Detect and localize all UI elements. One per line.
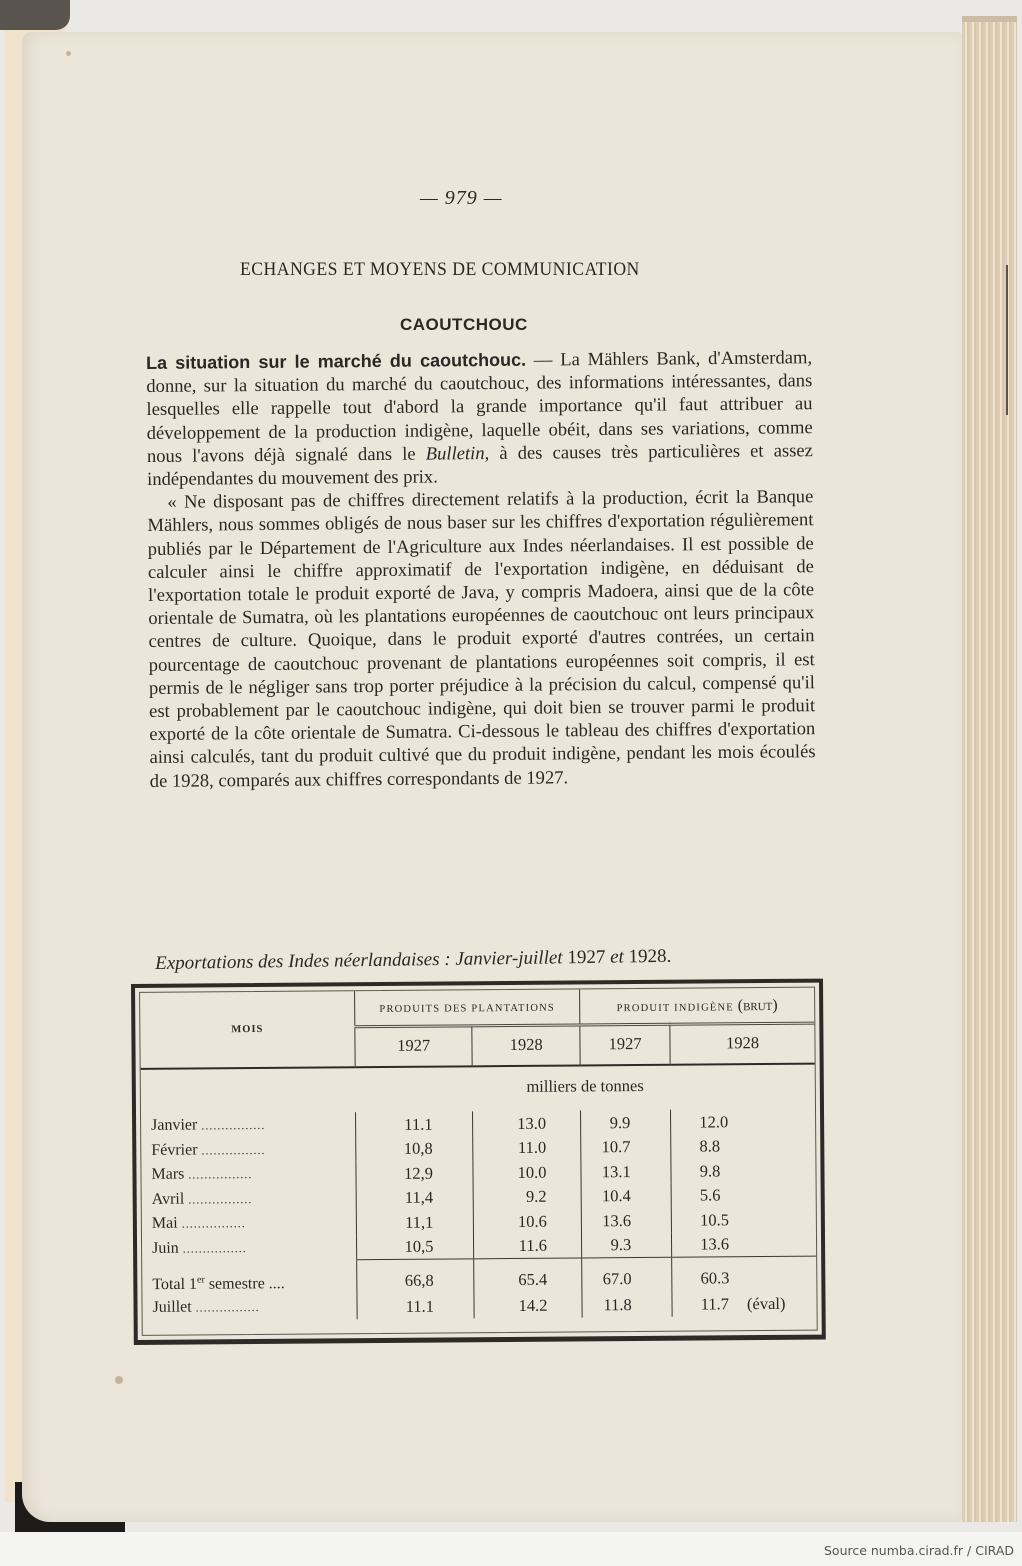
table-row: Février ..... 10,8 11.0 10.7 8.8 (141, 1133, 815, 1163)
page-edges (962, 16, 1017, 1522)
table-row: Juin ..... 10,5 11.6 9.3 13.6 (142, 1231, 816, 1261)
header-year: 1928 (670, 1023, 815, 1065)
paragraph-1: La situation sur le marché du caoutchouc. — La Mählers Bank, d'Amsterdam, donne, sur la situation du marché du caoutchouc, des informations intéressantes, dans lesquelles elle rappelle tout d'abord la grande importance qu'il faut attribuer au développement de la production indigène, laquelle obéit, dans ses variations, comme nous l'avons déjà signalé dans le Bulletin, à des causes très particulières et assez indépendantes du mouvement des prix. (146, 347, 813, 491)
unit-label: milliers de tonnes (526, 1075, 644, 1096)
table-row: Janvier ..... 11.1 13.0 9.9 12.0 (141, 1109, 815, 1139)
section-title: ECHANGES ET MOYENS DE COMMUNICATION (240, 259, 640, 280)
header-plantations: PRODUITS DES PLANTATIONS (355, 989, 580, 1026)
paper-stain (66, 51, 71, 56)
total-row: Total 1er semestre .... 66,8 65.4 67.0 60.3 (142, 1256, 816, 1296)
page-number: — 979 — (420, 187, 503, 209)
table-row: Avril ..... 11,4 9.2 10.4 5.6 (142, 1182, 816, 1212)
edge-mark (1006, 265, 1008, 415)
exports-table (140, 988, 817, 1321)
binding-top (0, 0, 70, 30)
bulletin-ref: Bulletin (425, 442, 485, 465)
header-year: 1927 (355, 1026, 473, 1067)
exports-table-frame (131, 979, 826, 1345)
estimate-note: (éval) (746, 1293, 786, 1313)
source-credit: Source numba.cirad.fr / CIRAD (823, 1543, 1014, 1558)
table-row: Mars ..... 12,9 10.0 13.1 9.8 (141, 1158, 815, 1188)
header-year: 1928 (472, 1025, 580, 1066)
header-year: 1927 (580, 1024, 671, 1065)
table-row: Mai ..... 11,1 10.6 13.6 10.5 (142, 1207, 816, 1237)
article-body (146, 346, 816, 793)
table-caption: Exportations des Indes néerlandaises : Janvier-juillet 1927 et 1928. (155, 945, 672, 974)
july-row: Juillet ..... 11.1 14.2 11.8 11.7 (éval) (142, 1291, 816, 1321)
rubric-heading: CAOUTCHOUC (400, 315, 528, 334)
article-lead-title: La situation sur le marché du caoutchouc. (146, 349, 527, 373)
paper-stain (115, 1376, 123, 1384)
header-mois: MOIS (140, 991, 355, 1069)
paragraph-2: « Ne disposant pas de chiffres directement relatifs à la production, écrit la Banque Mählers, nous sommes obligés de nous baser sur les chiffres d'exportation régulièrement publiés par le Département de l'Agriculture aux Indes néerlandaises. Il est possible de calculer ainsi le chiffre approximatif de l'exportation indigène, en déduisant de l'exportation totale le produit exporté de Java, y compris Madoera, ainsi que de la côte orientale de Sumatra, où les plantations européennes de caoutchouc ont leurs principaux centres de culture. Quoique, dans le produit exporté d'autres contrées, un certain pourcentage de caoutchouc provenant de plantations européennes soit compris, il est permis de le négliger sans trop porter préjudice à la précision du calcul, compensé qu'il est probablement par le caoutchouc indigène, qui doit bien se trouver parmi le produit exporté de la côte orientale de Sumatra. Ci-dessous le tableau des chiffres d'exportation ainsi calculés, tant du produit cultivé que du produit indigène, pendant les mois écoulés de 1928, comparés aux chiffres correspondants de 1927. (147, 486, 816, 792)
header-indigene: PRODUIT INDIGÈNE (brut) (579, 988, 814, 1025)
